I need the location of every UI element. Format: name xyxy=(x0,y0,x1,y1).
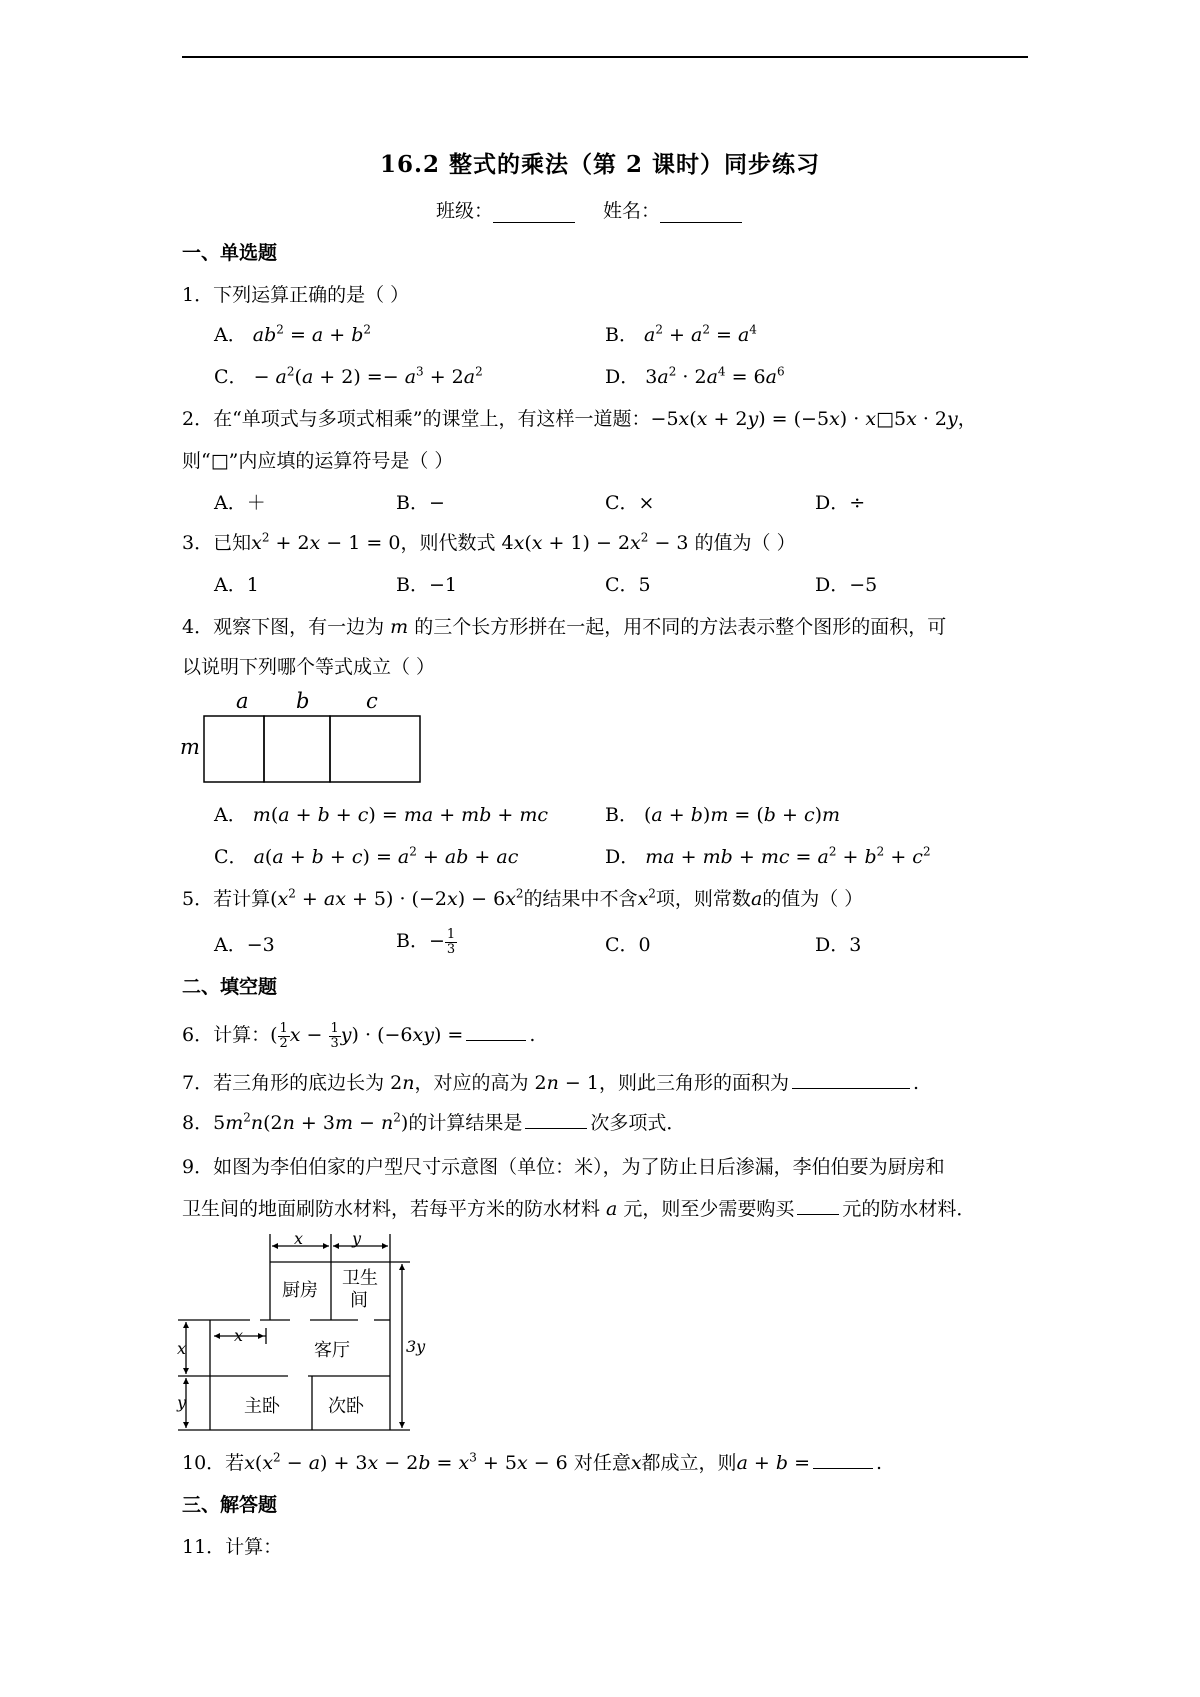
section-fill-in: 二、填空题 xyxy=(182,976,278,998)
fig-label-c: c xyxy=(366,689,378,713)
room-master: 主卧 xyxy=(244,1396,280,1417)
q4-option-d[interactable]: D． ma + mb + mc = $a^2 + b^2 + c^2$ xyxy=(605,844,931,868)
q3-option-d[interactable]: D．−5 xyxy=(815,574,878,596)
q4-option-c[interactable]: C． $a(a + b + c) = a^2$ + ab + ac xyxy=(214,844,519,868)
q9-stem-line2: 卫生间的地面刷防水材料，若每平方米的防水材料 a 元，则至少需要购买 元的防水材料． xyxy=(182,1198,976,1220)
q1-stem: 1．下列运算正确的是（ ） xyxy=(182,284,410,306)
rect-b xyxy=(264,716,330,782)
dim-top-x: x xyxy=(294,1229,304,1248)
q6-stem: 6．计算：( $\frac{1}{2}$ x − $\frac{1}{3}$ y) · (−6xy) = . xyxy=(182,1020,536,1051)
name-label: 姓名： xyxy=(603,200,661,222)
rect-a xyxy=(204,716,264,782)
section-single-choice: 一、单选题 xyxy=(182,242,278,264)
rect-c xyxy=(330,716,420,782)
q3-stem: 3．已知$x^2 + 2x - 1 = 0$，则代数式 $4x(x + 1) - 2x^2 - 3$ 的值为（ ） xyxy=(182,530,796,554)
dim-left-x: x xyxy=(177,1339,187,1358)
q8-answer-blank[interactable] xyxy=(525,1110,587,1129)
header-rule xyxy=(182,56,1028,58)
q1-option-a[interactable]: A． $ab^2 = a + b^2$ xyxy=(214,322,372,346)
q9-stem-line1: 9．如图为李伯伯家的户型尺寸示意图（单位：米），为了防止日后渗漏，李伯伯要为厨房和 xyxy=(182,1156,945,1178)
name-blank[interactable] xyxy=(660,202,742,223)
q7-answer-blank[interactable] xyxy=(792,1070,910,1089)
q3-option-b[interactable]: B．−1 xyxy=(396,574,457,596)
q9-floor-plan xyxy=(177,1229,428,1434)
dim-3y: 3y xyxy=(406,1337,426,1356)
q3-option-a[interactable]: A．1 xyxy=(214,574,259,596)
dim-inner-x: x xyxy=(234,1326,244,1345)
room-bath-1: 卫生 xyxy=(342,1268,378,1289)
q1-option-d[interactable]: D． $3a^2 \cdot 2a^4 = 6a^6$ xyxy=(605,364,785,388)
q5-option-c[interactable]: C．0 xyxy=(605,934,651,956)
q10-answer-blank[interactable] xyxy=(813,1450,873,1469)
page-title: 16.2 整式的乘法（第 2 课时）同步练习 xyxy=(379,151,821,178)
q9-answer-blank[interactable] xyxy=(797,1196,839,1215)
q2-option-b[interactable]: B．− xyxy=(396,492,445,514)
dim-top-y: y xyxy=(352,1229,362,1248)
fig-label-a: a xyxy=(236,689,249,713)
q4-stem-line2: 以说明下列哪个等式成立（ ） xyxy=(182,656,436,678)
q1-option-b[interactable]: B． $a^2 + a^2 = a^4$ xyxy=(605,322,757,346)
room-second: 次卧 xyxy=(328,1396,364,1417)
q2-stem-line2: 则“□”内应填的运算符号是（ ） xyxy=(182,450,454,472)
room-kitchen: 厨房 xyxy=(282,1280,318,1301)
q5-stem: 5．若计算($x^2$ + ax + $5) \cdot (-2x) - 6x^2$的结果中不含$x^2$项，则常数a的值为（ ） xyxy=(182,886,864,910)
q5-option-a[interactable]: A．−3 xyxy=(214,934,275,956)
class-blank[interactable] xyxy=(493,202,575,223)
section-answer: 三、解答题 xyxy=(182,1494,278,1516)
q5-option-b[interactable]: B．− $\frac{1}{3}$ xyxy=(396,926,456,957)
q7-stem: 7．若三角形的底边长为 2n，对应的高为 2n − 1，则此三角形的面积为 . xyxy=(182,1072,919,1094)
q2-option-c[interactable]: C．× xyxy=(605,492,655,514)
fig-label-m: m xyxy=(180,735,200,759)
q4-stem-line1: 4．观察下图，有一边为 m 的三个长方形拼在一起，用不同的方法表示整个图形的面积，可 xyxy=(182,616,947,638)
room-bath-2: 间 xyxy=(350,1290,368,1311)
dim-left-y: y xyxy=(177,1393,187,1412)
q4-rectangles-figure xyxy=(176,688,436,788)
student-info xyxy=(0,196,1200,223)
q6-answer-blank[interactable] xyxy=(466,1022,526,1041)
fig-label-b: b xyxy=(296,689,310,713)
q2-option-d[interactable]: D．÷ xyxy=(815,492,866,514)
q11-stem: 11．计算： xyxy=(182,1536,283,1558)
q1-option-c[interactable]: C． − $a^2(a + 2) =- a^3 + 2a^2$ xyxy=(214,364,483,388)
q2-stem-line1: 2．在“单项式与多项式相乘”的课堂上，有这样一道题：−5x(x + 2y) = (−5x) · x□5x · 2y， xyxy=(182,408,977,430)
class-label: 班级： xyxy=(435,200,493,222)
q5-option-d[interactable]: D．3 xyxy=(815,934,862,956)
fraction-one-third: $\frac{1}{3}$ xyxy=(446,926,456,957)
room-living: 客厅 xyxy=(314,1340,350,1361)
q3-option-c[interactable]: C．5 xyxy=(605,574,651,596)
q10-stem: 10．若$x(x^2 - a) + 3x - 2b = x^3 + 5x - 6$ 对任意x都成立，则a + b = . xyxy=(182,1450,883,1474)
q4-option-a[interactable]: A． m(a + b + c) = ma + mb + mc xyxy=(214,804,549,826)
q2-option-a[interactable]: A．＋ xyxy=(214,492,266,514)
q4-option-b[interactable]: B． (a + b)m = (b + c)m xyxy=(605,804,841,826)
q8-stem: 8．$5m^2n(2n + 3m - n^2)$的计算结果是 次多项式． xyxy=(182,1110,686,1134)
